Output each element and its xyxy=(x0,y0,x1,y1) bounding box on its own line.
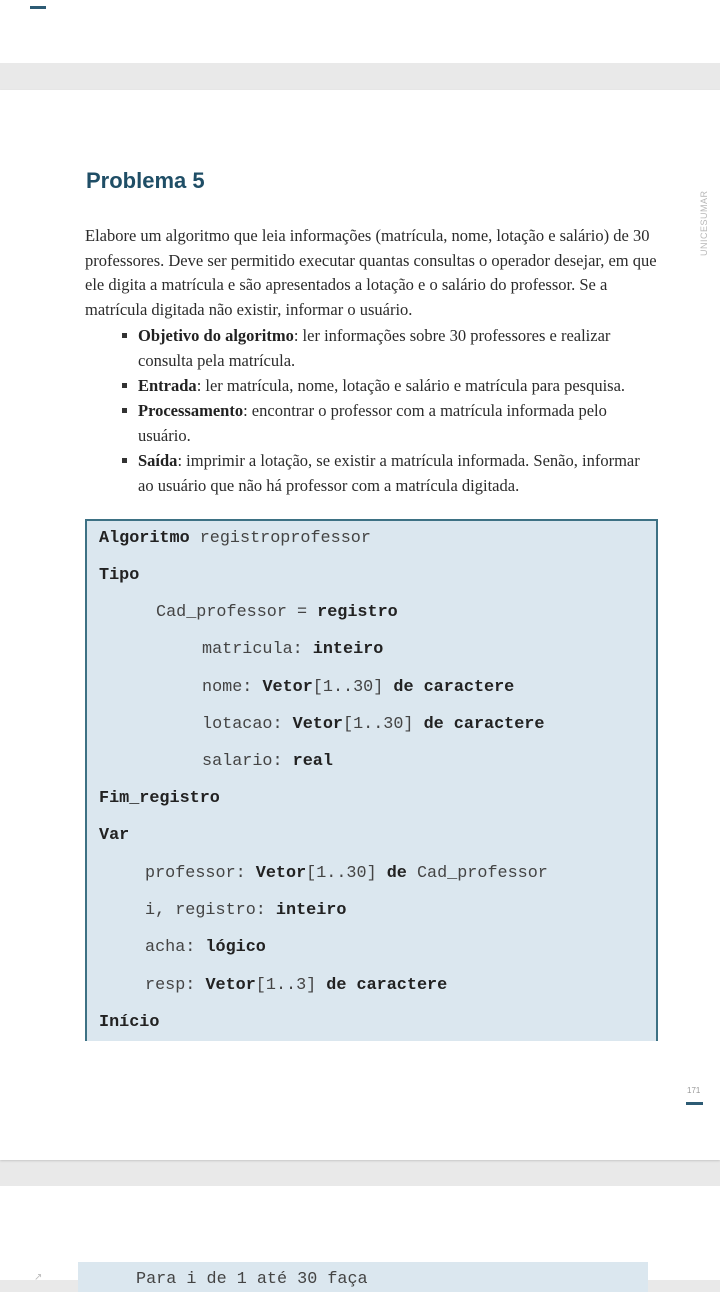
side-label: UNICESUMAR xyxy=(699,190,709,256)
page-number: 171 xyxy=(687,1086,701,1095)
next-code-block xyxy=(78,1262,648,1292)
code-line: Para i de 1 até 30 faça xyxy=(136,1270,368,1289)
code-line: resp: Vetor[1..3] de caractere xyxy=(145,976,448,995)
code-line: matricula: inteiro xyxy=(202,640,384,659)
code-line: salario: real xyxy=(202,752,333,771)
problem-description: Elabore um algoritmo que leia informações (matrícula, nome, lotação e salário) de 30 professores. Deve ser permitido executar quantas consultas o operador desejar, em que ele digita a matrícula e são apresentados a lotação e o salário do professor. Se a matrícula digitada não existir, informar o usuário. xyxy=(85,226,657,319)
code-line: Cad_professor = registro xyxy=(156,603,398,622)
previous-page-bottom xyxy=(0,0,720,63)
code-block xyxy=(85,519,658,1041)
code-line: professor: Vetor[1..30] de Cad_professor xyxy=(145,864,548,883)
page-number-bar xyxy=(686,1102,703,1105)
requirements-list xyxy=(85,323,659,498)
code-line: nome: Vetor[1..30] de caractere xyxy=(202,678,515,697)
margin-mark-icon: ↗ xyxy=(34,1272,43,1283)
code-line: Início xyxy=(99,1013,160,1032)
book-page xyxy=(0,90,720,1160)
code-line: i, registro: inteiro xyxy=(145,901,347,920)
problem-title: Problema 5 xyxy=(86,168,205,193)
code-line: Algoritmo registroprofessor xyxy=(99,529,371,548)
code-line: Tipo xyxy=(99,566,140,585)
next-page-top xyxy=(0,1186,720,1289)
code-line: Var xyxy=(99,826,130,845)
code-line: lotacao: Vetor[1..30] de caractere xyxy=(202,715,545,734)
code-line: Fim_registro xyxy=(99,789,220,808)
code-line: acha: lógico xyxy=(145,938,266,957)
list-item: Entrada: ler matrícula, nome, lotação e salário e matrícula para pesquisa. xyxy=(85,373,659,398)
list-item: Saída: imprimir a lotação, se existir a matrícula informada. Senão, informar ao usuário que não há professor com a matrícula digitada. xyxy=(85,448,659,498)
list-item: Processamento: encontrar o professor com a matrícula informada pelo usuário. xyxy=(85,398,659,448)
list-item: Objetivo do algoritmo: ler informações sobre 30 professores e realizar consulta pela matrícula. xyxy=(85,323,659,373)
page-marker xyxy=(30,6,46,9)
